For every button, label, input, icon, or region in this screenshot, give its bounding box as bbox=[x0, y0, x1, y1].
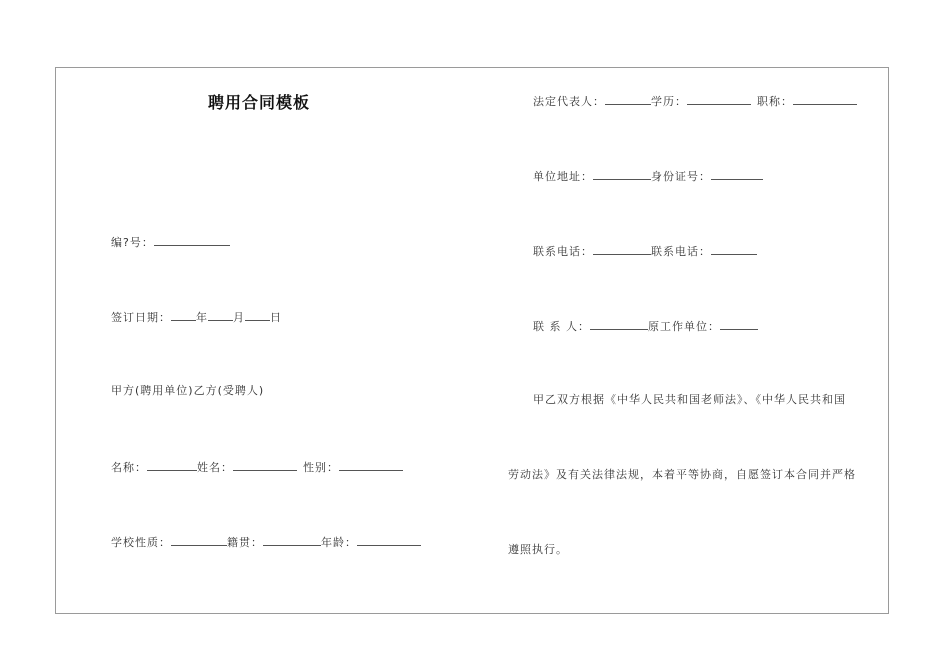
paragraph-line-2: 劳动法》及有关法律法规，本着平等协商，自愿签订本合同并严格 bbox=[508, 468, 856, 481]
phone-label-a: 联系电话： bbox=[533, 245, 593, 258]
day-label: 日 bbox=[270, 311, 282, 324]
id-number-blank[interactable] bbox=[711, 168, 763, 180]
job-title-blank[interactable] bbox=[793, 93, 857, 105]
legal-rep-label: 法定代表人： bbox=[533, 95, 605, 108]
sign-date-line bbox=[111, 309, 282, 325]
address-label: 单位地址： bbox=[533, 170, 593, 183]
gender-blank[interactable] bbox=[339, 459, 403, 471]
month-label: 月 bbox=[233, 311, 245, 324]
person-name-blank[interactable] bbox=[233, 459, 297, 471]
name-line bbox=[111, 459, 403, 475]
parties-line: 甲方(聘用单位)乙方(受聘人) bbox=[111, 384, 265, 397]
serial-number-line bbox=[111, 234, 230, 250]
address-line bbox=[533, 168, 763, 184]
legal-rep-blank[interactable] bbox=[605, 93, 651, 105]
year-label: 年 bbox=[196, 311, 208, 324]
paragraph-line-1: 甲乙双方根据《中华人民共和国老师法》、《中华人民共和国 bbox=[533, 393, 846, 406]
serial-number-blank[interactable] bbox=[154, 234, 230, 246]
legal-rep-line bbox=[533, 93, 857, 109]
phone-label-b: 联系电话： bbox=[651, 245, 711, 258]
age-blank[interactable] bbox=[357, 534, 421, 546]
contact-line bbox=[533, 318, 758, 334]
prev-unit-blank[interactable] bbox=[720, 318, 758, 330]
education-label: 学历： bbox=[651, 95, 687, 108]
address-blank[interactable] bbox=[593, 168, 651, 180]
id-number-label: 身份证号： bbox=[651, 170, 711, 183]
job-title-label: 职称： bbox=[757, 95, 793, 108]
document-page-border bbox=[55, 67, 889, 614]
phone-blank-b[interactable] bbox=[711, 243, 757, 255]
phone-blank-a[interactable] bbox=[593, 243, 651, 255]
age-label: 年龄： bbox=[321, 536, 357, 549]
native-place-blank[interactable] bbox=[263, 534, 321, 546]
school-type-label: 学校性质： bbox=[111, 536, 171, 549]
school-type-blank[interactable] bbox=[171, 534, 227, 546]
day-blank[interactable] bbox=[245, 309, 270, 321]
sign-date-label: 签订日期： bbox=[111, 311, 171, 324]
serial-number-label: 编?号： bbox=[111, 236, 154, 249]
month-blank[interactable] bbox=[208, 309, 233, 321]
contact-label: 联 系 人： bbox=[533, 320, 590, 333]
gender-label: 性别： bbox=[303, 461, 339, 474]
document-title: 聘用合同模板 bbox=[208, 93, 311, 112]
native-place-label: 籍贯： bbox=[227, 536, 263, 549]
employer-name-blank[interactable] bbox=[147, 459, 197, 471]
school-type-line bbox=[111, 534, 421, 550]
person-name-label: 姓名： bbox=[197, 461, 233, 474]
education-blank[interactable] bbox=[687, 93, 751, 105]
contact-blank[interactable] bbox=[590, 318, 648, 330]
paragraph-line-3: 遵照执行。 bbox=[508, 543, 568, 556]
employer-name-label: 名称： bbox=[111, 461, 147, 474]
year-blank[interactable] bbox=[171, 309, 196, 321]
phone-line bbox=[533, 243, 757, 259]
prev-unit-label: 原工作单位： bbox=[648, 320, 720, 333]
